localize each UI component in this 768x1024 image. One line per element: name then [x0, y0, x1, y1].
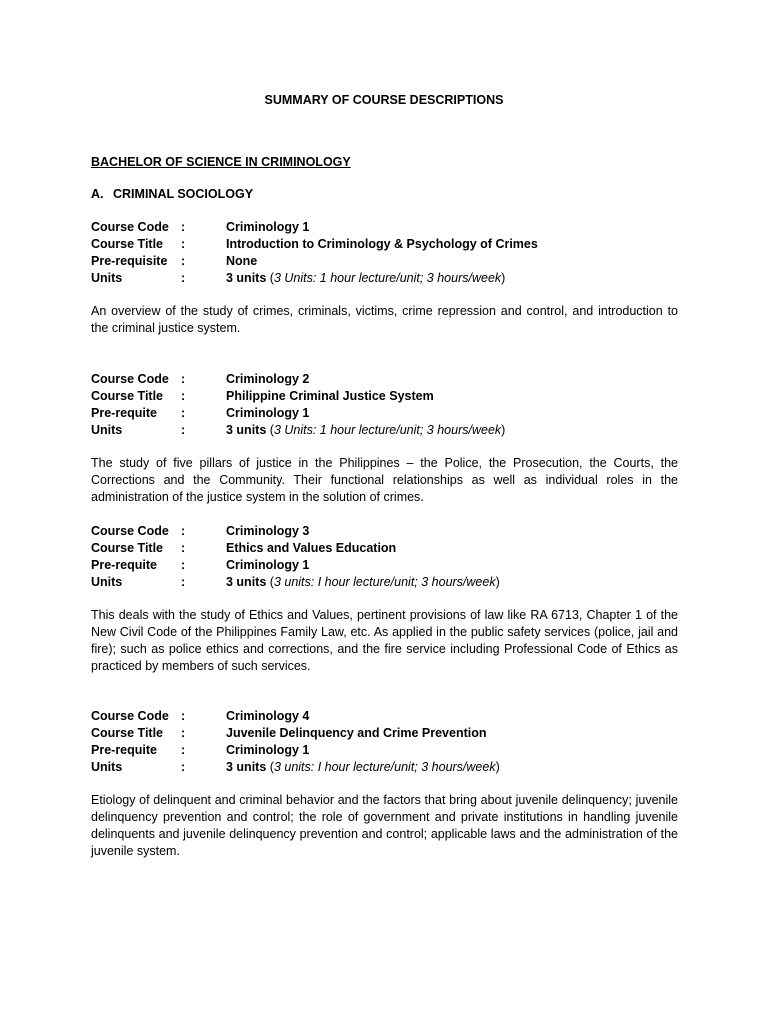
course-code-row — [91, 523, 500, 540]
course-title-value: Philippine Criminal Justice System — [226, 389, 434, 403]
units-value: 3 units — [226, 423, 267, 437]
course-description: Etiology of delinquent and criminal behavior and the factors that bring about juvenile delinquency; juvenile delinquency prevention and control; the role of government and private institutions in handling juvenile delinquents and juvenile delinquency prevention and control; applicable laws and the administration of the juvenile system. — [91, 793, 678, 858]
separator-colon: : — [181, 389, 186, 403]
course-code-label: Course Code — [91, 524, 169, 538]
course-code-value: Criminology 3 — [226, 524, 310, 538]
prerequisite-value: Criminology 1 — [226, 743, 310, 757]
separator-colon: : — [181, 254, 186, 268]
course-code-label: Course Code — [91, 709, 169, 723]
units-detail: (3 units: I hour lecture/unit; 3 hours/week) — [266, 760, 500, 774]
program-heading: BACHELOR OF SCIENCE IN CRIMINOLOGY — [91, 155, 351, 169]
units-label: Units — [91, 575, 123, 589]
units-label: Units — [91, 423, 123, 437]
separator-colon: : — [181, 541, 186, 555]
units-value: 3 units — [226, 271, 267, 285]
separator-colon: : — [181, 220, 186, 234]
separator-colon: : — [181, 575, 186, 589]
course-title-label: Course Title — [91, 726, 164, 740]
course-block — [91, 523, 500, 591]
prerequisite-value: Criminology 1 — [226, 558, 310, 572]
prerequisite-label: Pre-requite — [91, 743, 157, 757]
separator-colon: : — [181, 524, 186, 538]
course-title-row — [91, 540, 500, 557]
document-title: SUMMARY OF COURSE DESCRIPTIONS — [264, 93, 504, 107]
units-row — [91, 759, 500, 776]
course-code-row — [91, 219, 538, 236]
course-title-value: Introduction to Criminology & Psychology of Crimes — [226, 237, 538, 251]
course-title-row — [91, 725, 500, 742]
units-value: 3 units — [226, 575, 267, 589]
units-value: 3 units — [226, 760, 267, 774]
prerequisite-row — [91, 253, 538, 270]
units-row — [91, 574, 500, 591]
course-code-label: Course Code — [91, 220, 169, 234]
separator-colon: : — [181, 743, 186, 757]
separator-colon: : — [181, 423, 186, 437]
course-title-label: Course Title — [91, 541, 164, 555]
separator-colon: : — [181, 271, 186, 285]
course-title-row — [91, 388, 505, 405]
course-block — [91, 219, 538, 287]
separator-colon: : — [181, 709, 186, 723]
course-title-row — [91, 236, 538, 253]
units-label: Units — [91, 271, 123, 285]
separator-colon: : — [181, 726, 186, 740]
units-detail: (3 Units: 1 hour lecture/unit; 3 hours/week) — [266, 423, 506, 437]
prerequisite-value: None — [226, 254, 258, 268]
course-description: The study of five pillars of justice in the Philippines – the Police, the Prosecution, the Courts, the Corrections and the Community. Their functional relationships as well as individual roles in the administration of the justice system in the solution of crimes. — [91, 456, 678, 504]
units-detail: (3 Units: 1 hour lecture/unit; 3 hours/week) — [266, 271, 506, 285]
prerequisite-row — [91, 742, 500, 759]
separator-colon: : — [181, 237, 186, 251]
units-detail-text: 3 units: I hour lecture/unit; 3 hours/week — [273, 760, 496, 774]
course-code-label: Course Code — [91, 372, 169, 386]
units-detail-text: 3 Units: 1 hour lecture/unit; 3 hours/week — [273, 423, 502, 437]
prerequisite-value: Criminology 1 — [226, 406, 310, 420]
units-row — [91, 422, 505, 439]
course-title-value: Juvenile Delinquency and Crime Prevention — [226, 726, 487, 740]
course-description: This deals with the study of Ethics and Values, pertinent provisions of law like RA 6713, Chapter 1 of the New Civil Code of the Philippines Family Law, etc. As applied in the public safety services (police, jail and fire); such as police ethics and corrections, and the fire service including Professional Code of Ethics as practiced by members of such services. — [91, 608, 678, 673]
units-row — [91, 270, 538, 287]
section-heading — [91, 186, 253, 203]
prerequisite-label: Pre-requisite — [91, 254, 168, 268]
section-name: CRIMINAL SOCIOLOGY — [113, 187, 254, 201]
units-detail-text: 3 Units: 1 hour lecture/unit; 3 hours/week — [273, 271, 502, 285]
prerequisite-row — [91, 405, 505, 422]
separator-colon: : — [181, 372, 186, 386]
course-block — [91, 371, 505, 439]
course-code-row — [91, 371, 505, 388]
units-detail-text: 3 units: I hour lecture/unit; 3 hours/week — [273, 575, 496, 589]
prerequisite-label: Pre-requite — [91, 406, 157, 420]
separator-colon: : — [181, 406, 186, 420]
course-description: An overview of the study of crimes, criminals, victims, crime repression and control, and introduction to the criminal justice system. — [91, 304, 678, 335]
units-label: Units — [91, 760, 123, 774]
section-letter: A. — [91, 187, 104, 201]
course-block — [91, 708, 500, 776]
course-title-label: Course Title — [91, 389, 164, 403]
course-code-value: Criminology 2 — [226, 372, 310, 386]
course-code-row — [91, 708, 500, 725]
units-detail: (3 units: I hour lecture/unit; 3 hours/week) — [266, 575, 500, 589]
course-title-value: Ethics and Values Education — [226, 541, 397, 555]
prerequisite-row — [91, 557, 500, 574]
course-code-value: Criminology 4 — [226, 709, 310, 723]
separator-colon: : — [181, 558, 186, 572]
course-title-label: Course Title — [91, 237, 164, 251]
course-code-value: Criminology 1 — [226, 220, 310, 234]
prerequisite-label: Pre-requite — [91, 558, 157, 572]
separator-colon: : — [181, 760, 186, 774]
